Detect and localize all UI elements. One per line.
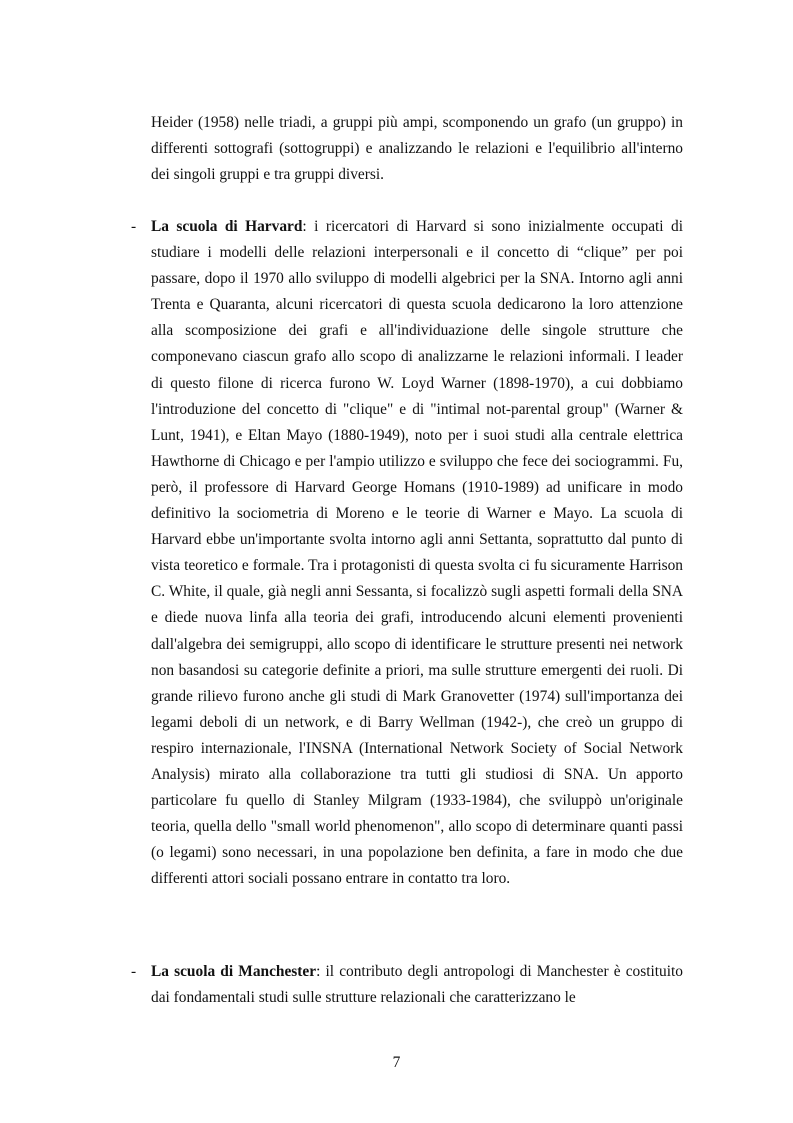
section-heading: La scuola di Manchester (151, 963, 317, 980)
section-harvard (131, 214, 683, 892)
continuation-paragraph: Heider (1958) nelle triadi, a gruppi più ampi, scomponendo un grafo (un gruppo) in differenti sottografi (sottogruppi) e analizzando le relazioni e l'equilibrio all'interno dei singoli gruppi e tra gruppi diversi. (151, 114, 683, 184)
section-heading: La scuola di Harvard (151, 218, 303, 235)
section-text: : il contributo degli antropologi di Manchester è costituito dai fondamentali studi sulle strutture relazionali che caratterizzano le (151, 963, 683, 1007)
section-text: : i ricercatori di Harvard si sono inizialmente occupati di studiare i modelli delle relazioni interpersonali e il concetto di “clique” per poi passare, dopo il 1970 allo sviluppo di modelli algebrici per la SNA. Intorno agli anni Trenta e Quaranta, alcuni ricercatori di questa scuola dedicarono la loro attenzione alla scomposizione dei grafi e all'individuazione delle singole strutture che componevano ciascun grafo allo scopo di analizzarne le relazioni informali. I leader di questo filone di ricerca furono W. Loyd Warner (1898-1970), a cui dobbiamo l'introduzione del concetto di "clique" e di "intimal not-parental group" (Warner & Lunt, 1941), e Eltan Mayo (1880-1949), noto per i suoi studi alla centrale elettrica Hawthorne di Chicago e per l'ampio utilizzo e sviluppo che fece dei sociogrammi. Fu, però, il professore di Harvard George Homans (1910-1989) ad unificare in modo definitivo la sociometria di Moreno e le teorie di Warner e Mayo. La scuola di Harvard ebbe un'importante svolta intorno agli anni Settanta, soprattutto dal punto di vista teoretico e formale. Tra i protagonisti di questa svolta ci fu sicuramente Harrison C. White, il quale, già negli anni Sessanta, si focalizzò sugli aspetti formali della SNA e diede nuova linfa alla teoria dei grafi, introducendo alcuni elementi provenienti dall'algebra dei semigruppi, allo scopo di identificare le strutture presenti nei network non basandosi su categorie definite a priori, ma sulle strutture emergenti dei ruoli. Di grande rilievo furono anche gli studi di Mark Granovetter (1974) sull'importanza dei legami deboli di un network, e di Barry Wellman (1942-), che creò un gruppo di respiro internazionale, l'INSNA (International Network Society of Social Network Analysis) mirato alla collaborazione tra tutti gli studiosi di SNA. Un apporto particolare fu quello di Stanley Milgram (1933-1984), che sviluppò un'originale teoria, quella dello "small world phenomenon", allo scopo di determinare quanti passi (o legami) sono necessari, in una popolazione ben definita, a fare in modo che due differenti attori sociali possano entrare in contatto tra loro. (151, 218, 683, 888)
bullet-dash: - (131, 218, 137, 235)
page-number: 7 (392, 1054, 401, 1071)
section-manchester (131, 959, 683, 1011)
bullet-dash: - (131, 963, 137, 980)
